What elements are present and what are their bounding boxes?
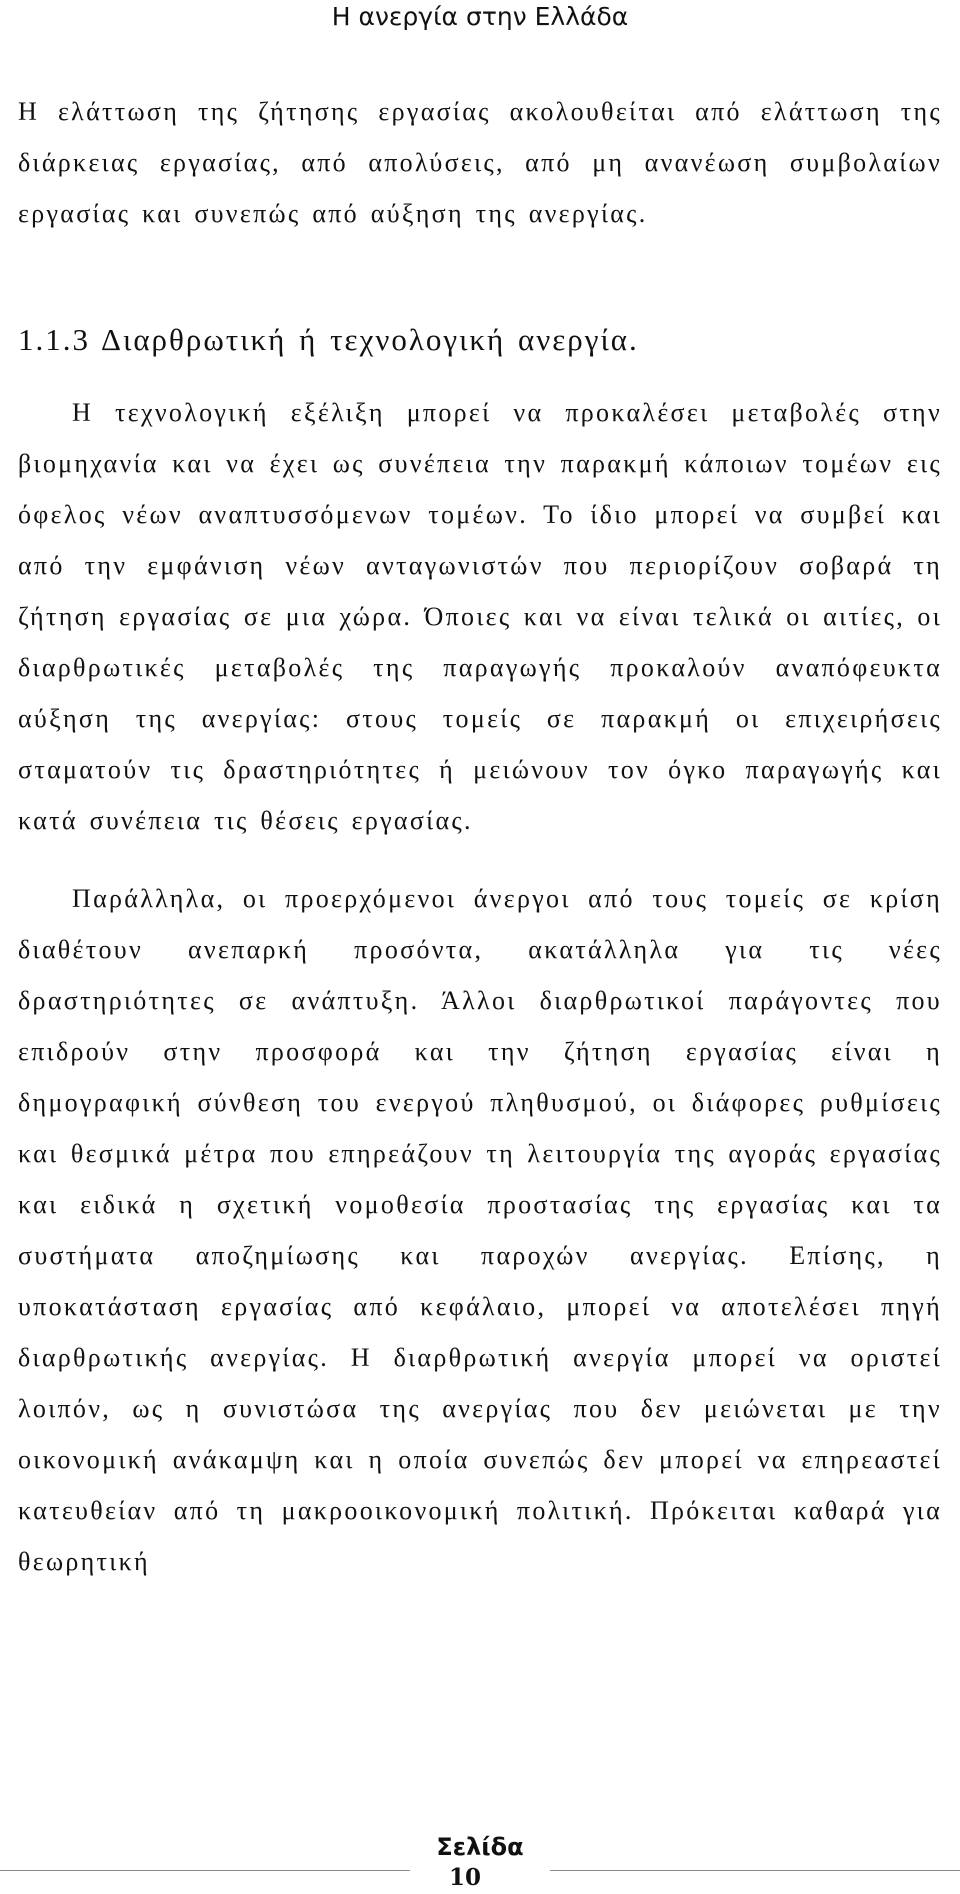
paragraph-3: Παράλληλα, οι προερχόμενοι άνεργοι από τους τομείς σε κρίση διαθέτουν ανεπαρκή προσόντα, ακατάλληλα για τις νέες δραστηριότητες σε ανάπτυξη. Άλλοι διαρθρωτικοί παράγοντες που επιδρούν στην προσφορά και την ζήτηση εργασίας είναι η δημογραφική σύνθεση του ενεργού πληθυσμού, οι διάφορες ρυθμίσεις και θεσμικά μέτρα που επηρεάζουν τη λειτουργία της αγοράς εργασίας και ειδικά η σχετική νομοθεσία προστασίας της εργασίας και τα συστήματα αποζημίωσης και παροχών ανεργίας. Επίσης, η υποκατάσταση εργασίας από κεφάλαιο, μπορεί να αποτελέσει πηγή διαρθρωτικής ανεργίας. Η διαρθρωτική ανεργία μπορεί να οριστεί λοιπόν, ως η συνιστώσα της ανεργίας που δεν μειώνεται με την οικονομική ανάκαμψη και η οποία συνεπώς δεν μπορεί να επηρεαστεί κατευθείαν από τη μακροοικονομική πολιτική. Πρόκειται καθαρά για θεωρητική (18, 884, 942, 1576)
page-footer (0, 1824, 960, 1894)
running-header (0, 0, 960, 32)
footer-rule-right (550, 1870, 960, 1871)
footer-rule-left (0, 1870, 410, 1871)
document-title: Η ανεργία στην Ελλάδα (331, 2, 629, 31)
paragraph-1: Η ελάττωση της ζήτησης εργασίας ακολουθείται από ελάττωση της διάρκειας εργασίας, από απολύσεις, από μη ανανέωση συμβολαίων εργασίας και συνεπώς από αύξηση της ανεργίας. (18, 97, 942, 228)
page-body (18, 86, 942, 1587)
page-number: 10 (448, 1864, 481, 1891)
page-label: Σελίδα (436, 1833, 524, 1861)
section-heading: 1.1.3 Διαρθρωτική ή τεχνολογική ανεργία. (18, 322, 639, 357)
paragraph-2: Η τεχνολογική εξέλιξη μπορεί να προκαλέσει μεταβολές στην βιομηχανία και να έχει ως συνέπεια την παρακμή κάποιων τομέων εις όφελος νέων αναπτυσσόμενων τομέων. Το ίδιο μπορεί να συμβεί και από την εμφάνιση νέων ανταγωνιστών που περιορίζουν σοβαρά τη ζήτηση εργασίας σε μια χώρα. Όποιες και να είναι τελικά οι αιτίες, οι διαρθρωτικές μεταβολές της παραγωγής προκαλούν αναπόφευκτα αύξηση της ανεργίας: στους τομείς σε παρακμή οι επιχειρήσεις σταματούν τις δραστηριότητες ή μειώνουν τον όγκο παραγωγής και κατά συνέπεια τις θέσεις εργασίας. (18, 398, 942, 835)
